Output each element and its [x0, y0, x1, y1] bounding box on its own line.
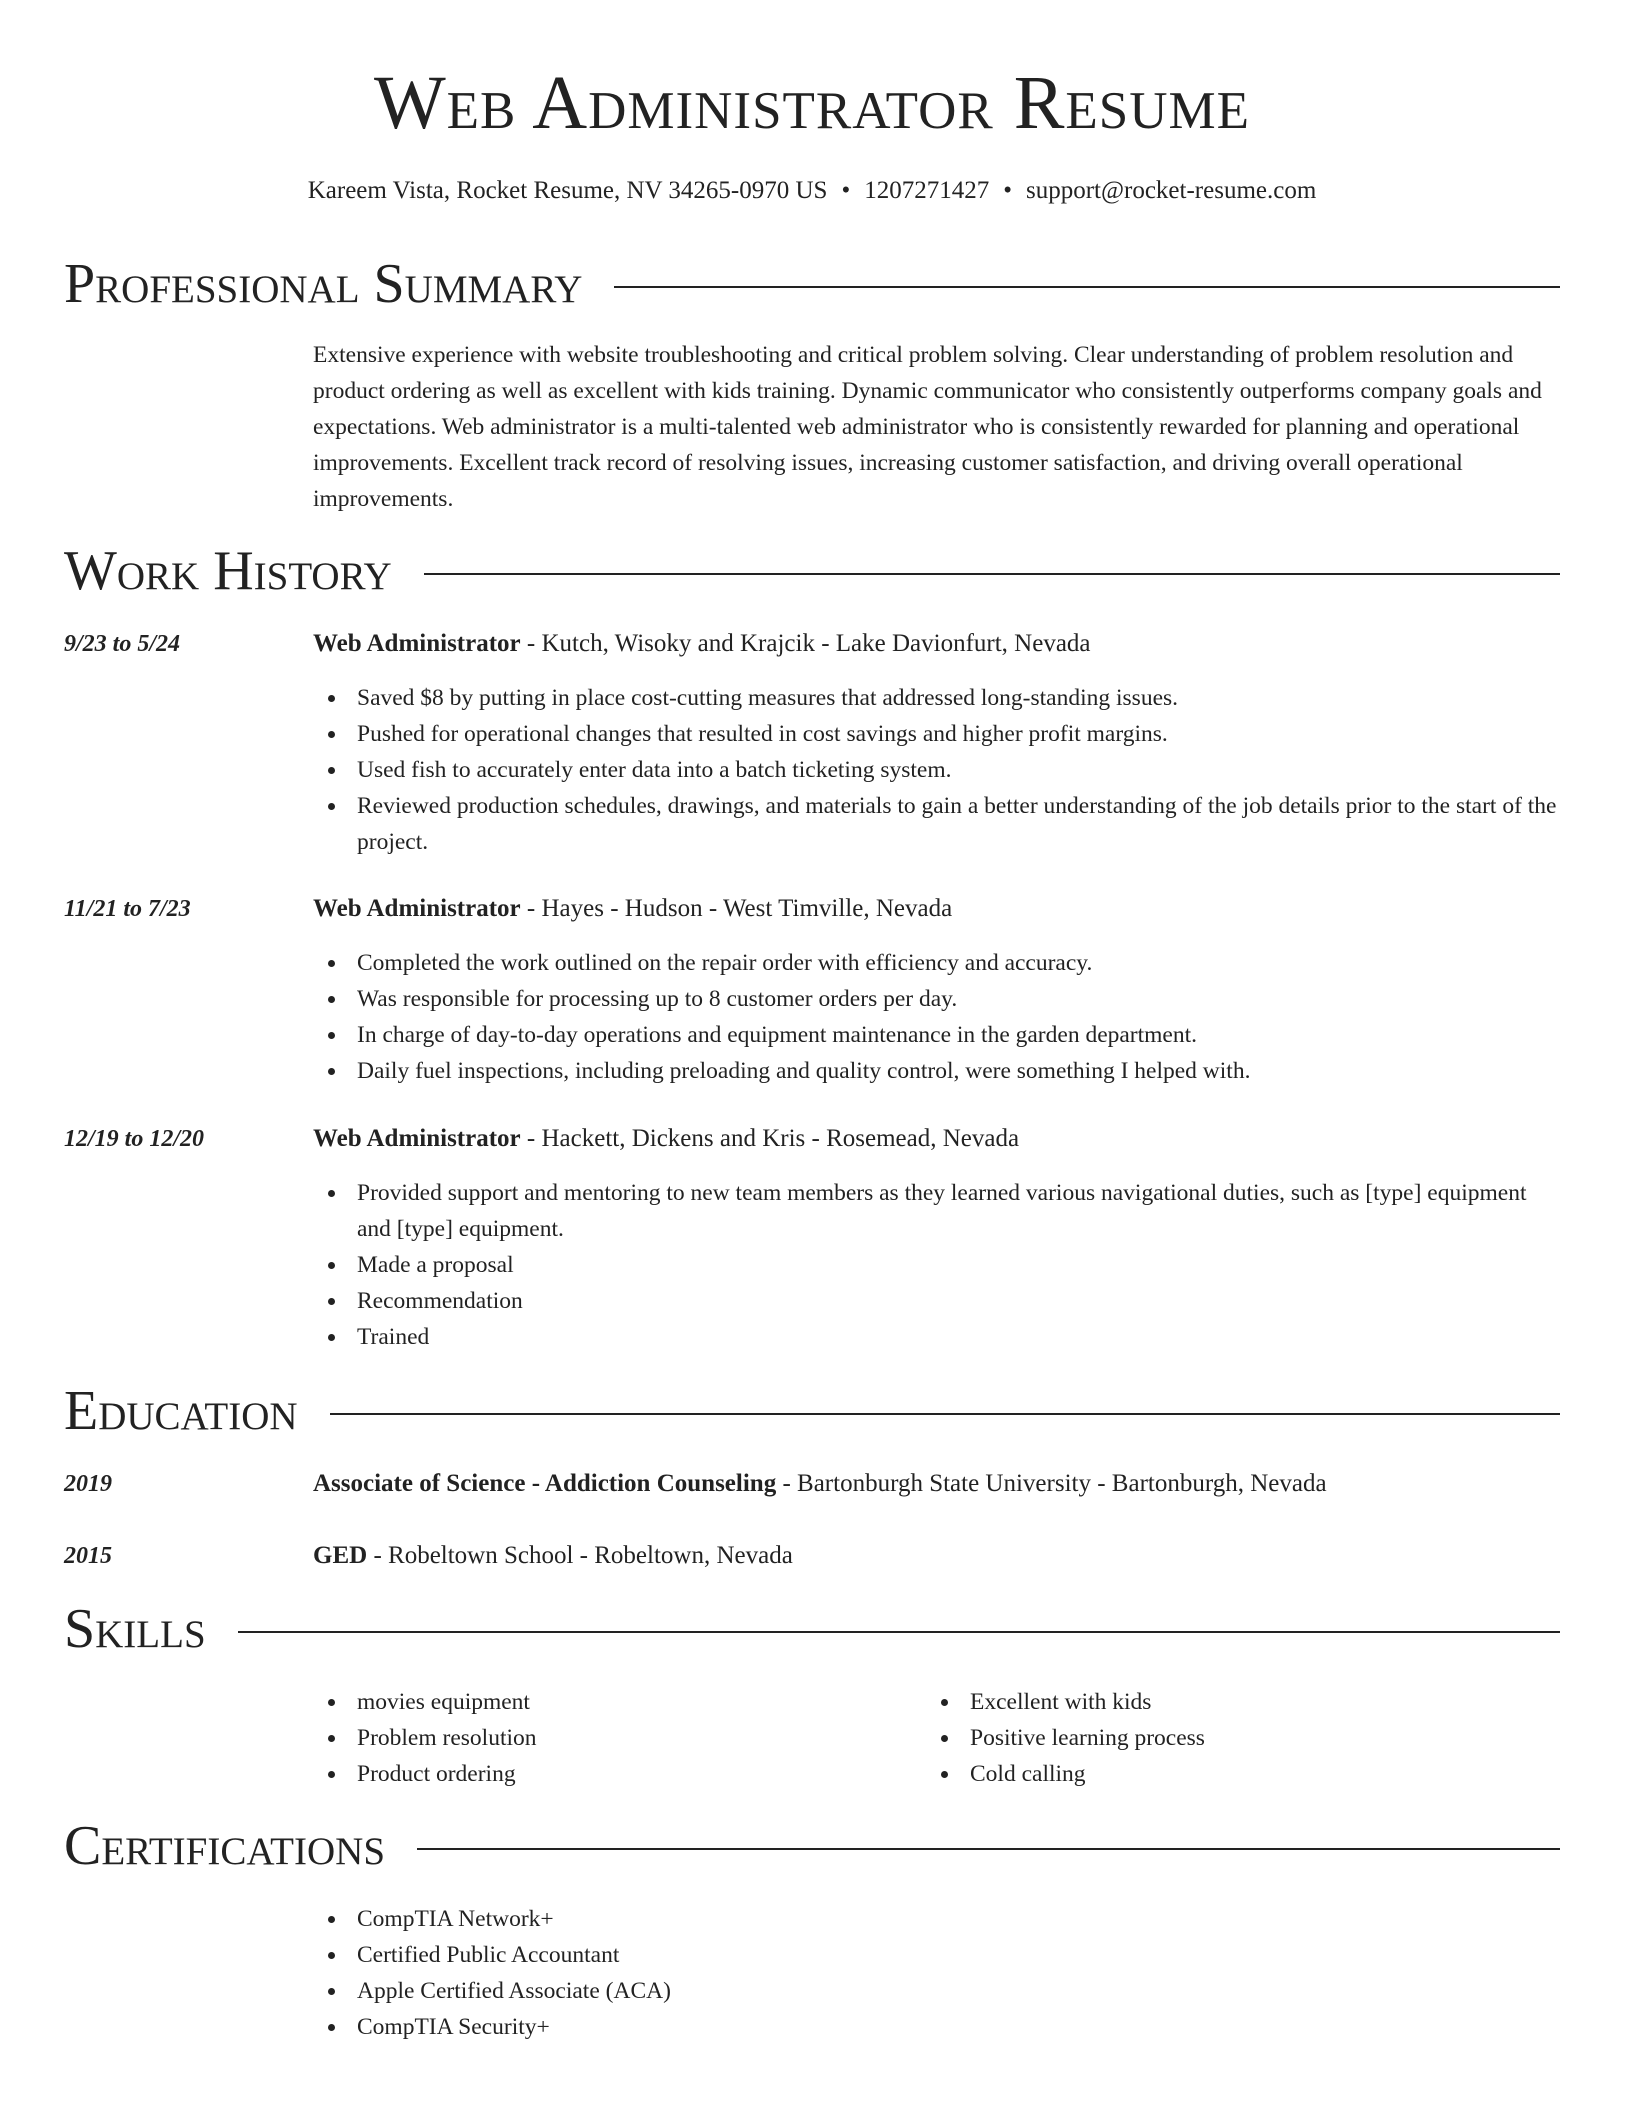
job-employer: - Hayes - Hudson - West Timville, Nevada [520, 895, 953, 922]
education-entry [313, 1466, 1560, 1502]
summary-text: Extensive experience with website troubleshooting and critical problem solving. Clear understanding of problem resolution and product ordering as well as excellent with kids training. Dynamic communicator who consistently outperforms company goals and expectations. Web administrator is a multi-talented web administrator who is consistently rewarded for planning and operational improvements. Excellent track record of resolving issues, increasing customer satisfaction, and driving overall operational improvements. [313, 342, 1542, 512]
section-divider [424, 573, 1560, 575]
certifications-list [313, 1901, 1560, 2045]
skill-item: Excellent with kids [926, 1684, 1632, 1720]
work-section-header [64, 538, 1560, 604]
contact-address: Kareem Vista, Rocket Resume, NV 34265-0970 US [307, 177, 828, 204]
resume-title: Web Administrator Resume [373, 61, 1251, 145]
job-heading [313, 1121, 1560, 1157]
education-degree: GED [313, 1542, 368, 1569]
list-item: Pushed for operational changes that resulted in cost savings and higher profit margins. [313, 716, 1560, 752]
job-bullets [313, 945, 1560, 1089]
section-divider [417, 1848, 1560, 1850]
job-title: Web Administrator [313, 1125, 521, 1152]
contact-phone: 1207271427 [864, 177, 990, 204]
contact-email[interactable]: support@rocket-resume.com [1025, 177, 1317, 204]
job-employer: - Kutch, Wisoky and Krajcik - Lake Davionfurt, Nevada [520, 630, 1091, 657]
skill-item: Positive learning process [926, 1720, 1632, 1756]
job-bullets [313, 680, 1560, 860]
education-year: 2019 [64, 1471, 112, 1497]
section-divider [330, 1413, 1560, 1415]
summary-section-header [64, 251, 1560, 317]
education-school: - Robeltown School - Robeltown, Nevada [367, 1542, 793, 1569]
list-item: Made a proposal [313, 1247, 1560, 1283]
list-item: Reviewed production schedules, drawings, and materials to gain a better understanding of the job details prior to the start of the project. [313, 788, 1560, 860]
job-title: Web Administrator [313, 630, 521, 657]
skills-section-header [64, 1596, 1560, 1662]
job-bullets [313, 1175, 1560, 1355]
section-heading-education: Education [64, 1380, 298, 1442]
contact-separator: • [841, 177, 851, 204]
certification-item: Certified Public Accountant [313, 1937, 1560, 1973]
job-dates: 11/21 to 7/23 [64, 896, 191, 922]
section-heading-certifications: Certifications [64, 1815, 386, 1877]
skill-item: Cold calling [926, 1756, 1632, 1792]
list-item: Was responsible for processing up to 8 customer orders per day. [313, 981, 1560, 1017]
skills-list-right [926, 1684, 1632, 1792]
skill-item: Product ordering [313, 1756, 1560, 1792]
list-item: Used fish to accurately enter data into a batch ticketing system. [313, 752, 1560, 788]
job-dates: 12/19 to 12/20 [64, 1126, 205, 1152]
job-dates: 9/23 to 5/24 [64, 631, 181, 657]
list-item: In charge of day-to-day operations and equipment maintenance in the garden department. [313, 1017, 1560, 1053]
certification-item: CompTIA Network+ [313, 1901, 1560, 1937]
job-title: Web Administrator [313, 895, 521, 922]
contact-line [64, 174, 1560, 208]
job-heading [313, 626, 1560, 662]
section-heading-summary: Professional Summary [64, 253, 583, 315]
skill-item: Problem resolution [313, 1720, 1560, 1756]
education-year: 2015 [64, 1543, 112, 1569]
contact-separator: • [1003, 177, 1012, 204]
section-divider [238, 1631, 1560, 1633]
education-degree: Associate of Science - Addiction Counseling [313, 1470, 777, 1497]
list-item: Saved $8 by putting in place cost-cutting measures that addressed long-standing issues. [313, 680, 1560, 716]
section-heading-skills: Skills [64, 1598, 206, 1660]
certification-item: CompTIA Security+ [313, 2009, 1560, 2045]
section-heading-work: Work History [64, 540, 392, 602]
section-divider [614, 286, 1560, 288]
education-entry [313, 1538, 1560, 1574]
certification-item: Apple Certified Associate (ACA) [313, 1973, 1560, 2009]
certifications-section-header [64, 1813, 1560, 1879]
list-item: Daily fuel inspections, including preloading and quality control, were something I helped with. [313, 1053, 1560, 1089]
list-item: Recommendation [313, 1283, 1560, 1319]
list-item: Completed the work outlined on the repair order with efficiency and accuracy. [313, 945, 1560, 981]
list-item: Trained [313, 1319, 1560, 1355]
job-heading [313, 891, 1560, 927]
job-employer: - Hackett, Dickens and Kris - Rosemead, Nevada [520, 1125, 1020, 1152]
list-item: Provided support and mentoring to new team members as they learned various navigational duties, such as [type] equipment and [type] equipment. [313, 1175, 1560, 1247]
skill-item: movies equipment [313, 1684, 1560, 1720]
education-section-header [64, 1378, 1560, 1444]
education-school: - Bartonburgh State University - Bartonburgh, Nevada [776, 1470, 1327, 1497]
